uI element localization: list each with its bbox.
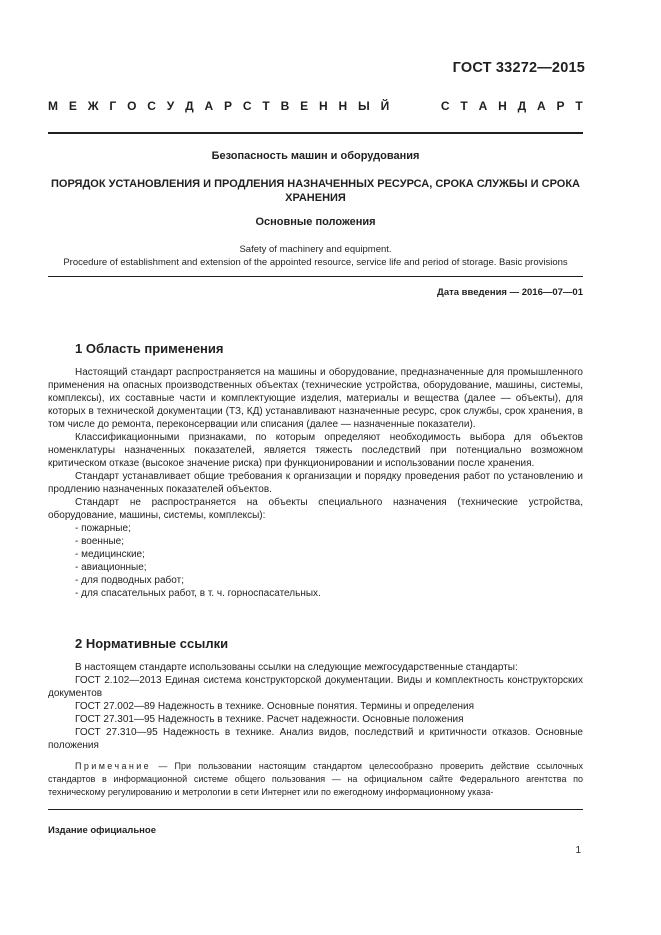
paragraph: Классификационными признаками, по которым определяют необходимость выбора для объектов номенклатуры назначенных показателей, является тяжесть последствий при потенциально возможном критическом отказе (высокое значение риска) при функционировании и использовании после хранения. bbox=[48, 432, 583, 469]
heading-letter: Н bbox=[318, 99, 328, 113]
footer-rule bbox=[48, 809, 583, 810]
heading-letter: Д bbox=[517, 99, 527, 113]
heading-letter: Ы bbox=[357, 99, 370, 113]
paragraph: Настоящий стандарт распространяется на машины и оборудование, предназначенные для промышленного применения на опасных производственных объектах (технические устройства, оборудование, машины, системы, комплексы), их составные части и комплектующие изделия, материалы и вещества (далее — объекты), для которых в технической документации (ТЗ, КД) устанавливают назначенные ресурс, срок службы, срок хранения, в том числе до ремонта, переконсервации или списания (далее — назначенные показатели). bbox=[48, 367, 583, 430]
heading-letter: Т bbox=[575, 99, 583, 113]
heading-letter: А bbox=[204, 99, 214, 113]
heading-letter: Р bbox=[556, 99, 565, 113]
heading-letter: С bbox=[147, 99, 156, 113]
paragraph: Стандарт устанавливает общие требования к организации и порядку проведения работ по установлению и продлению назначенных показателей объектов. bbox=[48, 471, 583, 495]
heading-letter: О bbox=[127, 99, 137, 113]
list-item: - пожарные; bbox=[75, 523, 131, 534]
heading-letter: Р bbox=[224, 99, 233, 113]
list-item: - авиационные; bbox=[75, 562, 147, 573]
standard-type-heading bbox=[48, 99, 583, 115]
page-number: 1 bbox=[575, 845, 581, 856]
heading-letter: Н bbox=[498, 99, 507, 113]
heading-letter: С bbox=[440, 99, 450, 113]
heading-letter: Т bbox=[262, 99, 270, 113]
english-title bbox=[48, 243, 583, 269]
standard-subject: Безопасность машин и оборудования bbox=[211, 150, 420, 162]
reference-item: ГОСТ 27.310—95 Надежность в технике. Анализ видов, последствий и критичности отказов. Основные положения bbox=[48, 727, 583, 751]
note-label: Примечание bbox=[75, 761, 152, 771]
section-1-body bbox=[48, 366, 583, 600]
list-item: - для спасательных работ, в т. ч. горноспасательных. bbox=[75, 588, 321, 599]
heading-letter: С bbox=[242, 99, 252, 113]
standard-subtitle: Основные положения bbox=[255, 216, 376, 228]
gost-number: ГОСТ 33272—2015 bbox=[452, 60, 585, 76]
list-item: - для подводных работ; bbox=[75, 575, 184, 586]
heading-letter: Е bbox=[300, 99, 309, 113]
header-rule bbox=[48, 132, 583, 134]
word-gap bbox=[400, 99, 430, 115]
section-2-heading: 2 Нормативные ссылки bbox=[75, 636, 229, 651]
section-2-body bbox=[48, 661, 583, 752]
paragraph: В настоящем стандарте использованы ссылки на следующие межгосударственные стандарты: bbox=[75, 662, 518, 673]
heading-letter: А bbox=[537, 99, 546, 113]
official-edition-label: Издание официальное bbox=[48, 825, 156, 836]
list-item: - медицинские; bbox=[75, 549, 145, 560]
reference-item: ГОСТ 27.002—89 Надежность в технике. Основные понятия. Термины и определения bbox=[75, 701, 475, 712]
title-rule bbox=[48, 276, 583, 277]
list-item: - военные; bbox=[75, 536, 125, 547]
heading-letter: Ж bbox=[87, 99, 99, 113]
heading-letter: Г bbox=[109, 99, 117, 113]
heading-letter: М bbox=[48, 99, 58, 113]
note bbox=[48, 760, 583, 799]
standard-title: ПОРЯДОК УСТАНОВЛЕНИЯ И ПРОДЛЕНИЯ НАЗНАЧЕННЫХ РЕСУРСА, СРОКА СЛУЖБЫ И СРОКА ХРАНЕНИЯ bbox=[51, 178, 580, 204]
english-title-line1: Safety of machinery and equipment. bbox=[239, 244, 392, 255]
reference-item: ГОСТ 2.102—2013 Единая система конструкторской документации. Виды и комплектность конструкторских документов bbox=[48, 675, 583, 699]
heading-letter: Е bbox=[68, 99, 77, 113]
heading-letter: Д bbox=[185, 99, 194, 113]
reference-item: ГОСТ 27.301—95 Надежность в технике. Расчет надежности. Основные положения bbox=[75, 714, 464, 725]
heading-letter: А bbox=[478, 99, 488, 113]
english-title-line2: Procedure of establishment and extension of the appointed resource, service life and period of storage. Basic provisions bbox=[63, 257, 568, 268]
heading-letter: У bbox=[166, 99, 175, 113]
introduction-date: Дата введения — 2016—07—01 bbox=[437, 287, 583, 298]
note-text: — При пользовании настоящим стандартом целесообразно проверить действие ссылочных стандартов в информационной системе общего пользования — на официальном сайте Федерального агентства по техническому регулированию и метрологии в сети Интернет или по ежегодному информационному указа- bbox=[48, 761, 583, 797]
heading-letter: Й bbox=[380, 99, 390, 113]
heading-letter: В bbox=[280, 99, 290, 113]
heading-letter: Т bbox=[460, 99, 468, 113]
section-1-heading: 1 Область применения bbox=[75, 341, 224, 356]
paragraph: Стандарт не распространяется на объекты специального назначения (технические устройства, оборудование, машины, системы, комплексы): bbox=[48, 497, 583, 521]
heading-letter: Н bbox=[338, 99, 348, 113]
